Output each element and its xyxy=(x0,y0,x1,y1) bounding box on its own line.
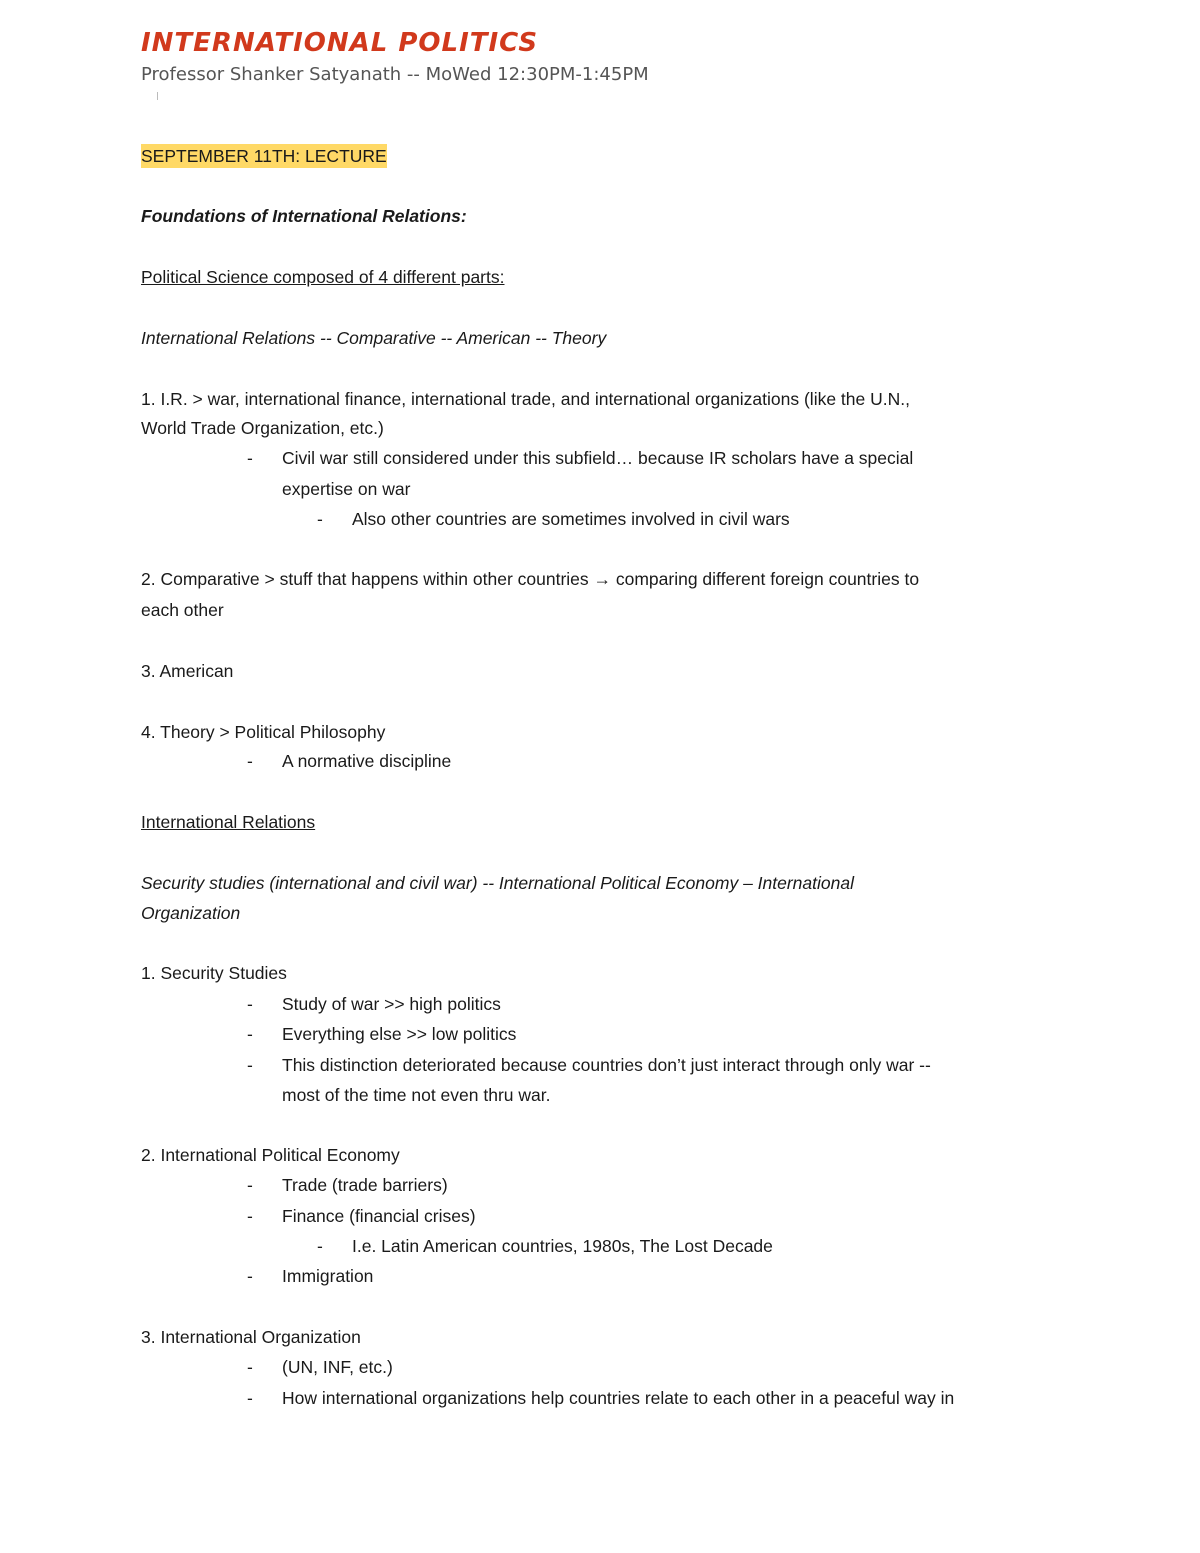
io-bullet-1: (UN, INF, etc.) xyxy=(282,1357,393,1377)
theory-bullet: A normative discipline xyxy=(282,751,452,771)
ir-bullet-1-line2: expertise on war xyxy=(282,479,411,499)
bullet-dash: - xyxy=(247,751,253,771)
ir-sub-bullet: Also other countries are sometimes involved in civil wars xyxy=(352,509,790,529)
bullet-dash: - xyxy=(247,1266,253,1286)
security-heading: 1. Security Studies xyxy=(141,963,287,983)
foundations-heading: Foundations of International Relations: xyxy=(141,206,467,226)
io-heading: 3. International Organization xyxy=(141,1327,361,1347)
ipe-bullet-1: Trade (trade barriers) xyxy=(282,1175,448,1195)
ipe-bullet-2: Finance (financial crises) xyxy=(282,1206,476,1226)
security-bullet-3-line2: most of the time not even thru war. xyxy=(282,1085,551,1105)
bullet-dash: - xyxy=(247,1388,253,1408)
subfields-line: International Relations -- Comparative -- American -- Theory xyxy=(141,328,607,348)
parts-heading: Political Science composed of 4 different parts: xyxy=(141,267,505,287)
security-bullet-2: Everything else >> low politics xyxy=(282,1024,517,1044)
ir-bullet-1-line1: Civil war still considered under this subfield… because IR scholars have a special xyxy=(282,448,914,468)
cursor-mark xyxy=(157,92,158,100)
ir-item-line1: 1. I.R. > war, international finance, international trade, and international organizations (like the U.N., xyxy=(141,389,910,409)
lecture-heading xyxy=(141,141,387,171)
bullet-dash: - xyxy=(247,1206,253,1226)
theory-item: 4. Theory > Political Philosophy xyxy=(141,722,386,742)
ipe-heading: 2. International Political Economy xyxy=(141,1145,400,1165)
io-bullet-2: How international organizations help countries relate to each other in a peaceful way in xyxy=(282,1388,955,1408)
ir-item-line2: World Trade Organization, etc.) xyxy=(141,418,384,438)
ipe-bullet-3: Immigration xyxy=(282,1266,374,1286)
security-bullet-1: Study of war >> high politics xyxy=(282,994,501,1014)
document-subtitle: Professor Shanker Satyanath -- MoWed 12:30PM-1:45PM xyxy=(141,64,649,85)
comparative-item-line2: each other xyxy=(141,600,224,620)
security-bullet-3-line1: This distinction deteriorated because countries don’t just interact through only war -- xyxy=(282,1055,931,1075)
ir-heading: International Relations xyxy=(141,812,316,832)
bullet-dash: - xyxy=(247,1055,253,1075)
bullet-dash: - xyxy=(247,1175,253,1195)
ir-subfields-line2: Organization xyxy=(141,903,241,923)
ir-subfields-line1: Security studies (international and civil war) -- International Political Economy – International xyxy=(141,873,854,893)
document-title: INTERNATIONAL POLITICS xyxy=(141,28,539,58)
bullet-dash: - xyxy=(247,1024,253,1044)
comparative-item-line1: 2. Comparative > stuff that happens within other countries → comparing different foreign countries to xyxy=(141,569,920,589)
ipe-sub-bullet: I.e. Latin American countries, 1980s, The Lost Decade xyxy=(352,1236,773,1256)
bullet-dash: - xyxy=(247,994,253,1014)
american-item: 3. American xyxy=(141,661,234,681)
lecture-heading-highlight: SEPTEMBER 11TH: LECTURE xyxy=(141,146,387,166)
bullet-dash: - xyxy=(247,448,253,468)
bullet-dash: - xyxy=(317,1236,323,1256)
bullet-dash: - xyxy=(247,1357,253,1377)
bullet-dash: - xyxy=(317,509,323,529)
